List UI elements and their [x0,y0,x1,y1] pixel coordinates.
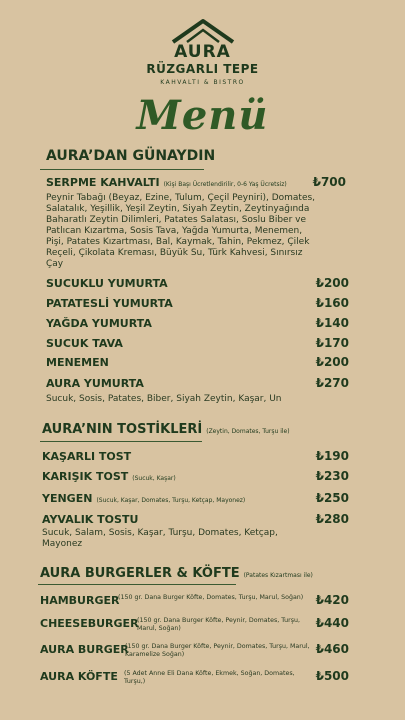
menu-item: HAMBURGER [40,594,120,607]
menu-item-serpme: SERPME KAHVALTI (Kişi Başı Ücretlendirilir, 0-6 Yaş Ücretsiz) [46,176,287,189]
price: ₺200 [315,355,349,369]
section-underline [40,169,204,170]
menu-item: AURA KÖFTE [40,670,118,683]
menu-item: SUCUK TAVA [46,337,123,350]
item-note: (150 gr. Dana Burger Köfte, Peynir, Domates, Turşu, Marul, Soğan) [137,617,300,632]
menu-item: YAĞDA YUMURTA [46,317,152,330]
menu-item: YENGEN (Sucuk, Kaşar, Domates, Turşu, Ketçap, Mayonez) [42,492,246,505]
menu-item: KARIŞIK TOST (Sucuk, Kaşar) [42,470,176,483]
section-underline [38,584,236,585]
price: ₺420 [315,593,349,607]
menu-item: AURA YUMURTA [46,377,144,390]
price: ₺160 [315,296,349,310]
menu-item: MENEMEN [46,356,109,369]
price-serpme: ₺700 [312,175,346,189]
price: ₺230 [315,469,349,483]
section-title-toasts: AURA’NIN TOSTİKLERİ (Zeytin, Domates, Turşu ile) [42,422,290,437]
menu-item: PATATESLİ YUMURTA [46,297,173,310]
menu-item: AURA BURGER [40,643,129,656]
price: ₺250 [315,491,349,505]
price: ₺440 [315,616,349,630]
price: ₺200 [315,276,349,290]
menu-item: CHEESEBURGER [40,617,139,630]
mountain-logo-icon [171,18,235,44]
price: ₺280 [315,512,349,526]
item-note: (150 gr. Dana Burger Köfte, Peynir, Domates, Turşu, Marul, Karamelize Soğan) [125,643,310,658]
brand-tagline: KAHVALTI & BISTRO [160,79,245,86]
menu-item: SUCUKLU YUMURTA [46,277,168,290]
desc-serpme: Peynir Tabağı (Beyaz, Ezine, Tulum, Çeçil Peyniri), Domates, Salatalık, Yeşillik, Yeşil Zeytin, Siyah Zeytin, Zeytinyağında Baharatlı Zeytin Dilimleri, Patates Salatası, Soslu Biber ve Patlıcan Kızartma, Sosis Tava, Yağda Yumurta, Menemen, Pişi, Patates Kızartması, Bal, Kaymak, Tahin, Pekmez, Çilek Reçeli, Çikolata Kreması, Büyük Su, Türk Kahvesi, Sınırsız Çay [46,193,316,269]
price: ₺270 [315,376,349,390]
price: ₺460 [315,642,349,656]
menu-title: Menü [136,92,269,139]
item-note: (150 gr. Dana Burger Köfte, Domates, Turşu, Marul, Soğan) [118,594,304,601]
section-underline [40,441,202,442]
section-title-breakfast: AURA’DAN GÜNAYDIN [46,148,216,164]
price: ₺500 [315,669,349,683]
brand-name: AURA [174,42,231,62]
price: ₺190 [315,449,349,463]
price: ₺140 [315,316,349,330]
desc-ayvalik: Sucuk, Salam, Sosis, Kaşar, Turşu, Domates, Ketçap, Mayonez [42,528,278,549]
menu-item: AYVALIK TOSTU [42,513,139,526]
brand-subtitle: RÜZGARLI TEPE [146,62,259,76]
price: ₺170 [315,336,349,350]
desc-aura-yumurta: Sucuk, Sosis, Patates, Biber, Siyah Zeytin, Kaşar, Un [46,394,282,404]
menu-item: KAŞARLI TOST [42,450,132,463]
section-title-burgers: AURA BURGERLER & KÖFTE (Patates Kızartması ile) [40,566,313,581]
item-note: (5 Adet Anne Eli Dana Köfte, Ekmek, Soğan, Domates, Turşu,) [124,670,295,685]
